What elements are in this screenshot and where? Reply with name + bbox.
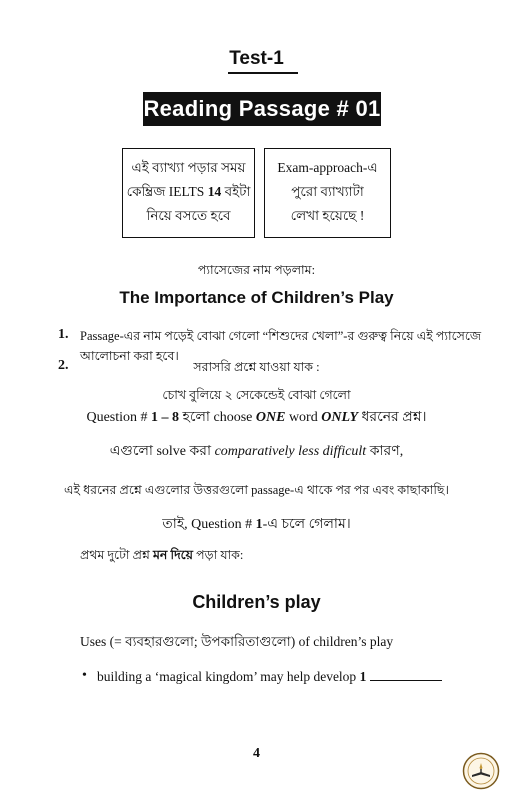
point-2-line-2: চোখ বুলিয়ে ২ সেকেন্ডেই বোঝা গেলো: [162, 388, 351, 402]
test-label-underline: [228, 72, 298, 74]
point-2-line-4: [0, 439, 513, 463]
page-number: 4: [253, 746, 260, 761]
q1-number: 1: [359, 669, 367, 684]
note-right-line-1: Exam-approach-এ: [277, 160, 378, 175]
test-label: Test-1: [229, 48, 284, 69]
focus-a: প্রথম দুটো প্রশ্ন: [80, 548, 153, 562]
publisher-logo-icon: [462, 752, 500, 790]
passage-title: The Importance of Children’s Play: [119, 288, 394, 307]
p2l3-d: ONE: [255, 410, 286, 425]
note-left-line-1: এই ব্যাখ্যা পড়ার সময়: [131, 160, 246, 175]
uses-line: Uses (= ব্যবহারগুলো; উপকারিতাগুলো) of children’s play: [80, 634, 394, 649]
p2l3-b: 1 – 8: [151, 410, 180, 425]
section-title: Children’s play: [192, 592, 321, 612]
note-right-line-3: লেখা হয়েছে !: [290, 208, 365, 223]
point-2-line-3: [0, 405, 513, 429]
point-1-text: Passage-এর নাম পড়েই বোঝা গেলো “শিশুদের খেলা”-র গুরুত্ব নিয়ে এই প্যাসেজে আলোচনা করা হবে।: [80, 329, 482, 363]
p2l4-a: এগুলো solve করা: [109, 444, 215, 459]
p2l3-g: ধরনের প্রশ্ন।: [358, 410, 427, 425]
focus-instruction: [80, 547, 243, 567]
note-left-line-2-c: বইটা: [221, 184, 251, 199]
point-2-line-5: এই ধরনের প্রশ্নে এগুলোর উত্তরগুলো passage-এ থাকে পর পর এবং কাছাকাছি।: [64, 483, 449, 497]
answer-blank: [370, 668, 442, 681]
note-left-line-2: [123, 180, 254, 204]
p2l3-c: হলো choose: [179, 410, 256, 425]
point-2-line-1: সরাসরি প্রশ্নে যাওয়া যাক :: [193, 360, 320, 374]
question-1-text: [97, 668, 442, 685]
p2l6-a: তাই, Question #: [162, 517, 256, 532]
p2l3-a: Question #: [86, 410, 152, 425]
passage-banner: Reading Passage # 01: [143, 92, 381, 126]
focus-b: মন দিয়ে: [152, 548, 194, 562]
q1-text-a: building a ‘magical kingdom’ may help develop: [97, 669, 360, 684]
note-left-line-2-a: কেম্ব্রিজ IELTS: [126, 184, 208, 199]
p2l3-f: ONLY: [321, 410, 359, 425]
p2l6-b: 1: [255, 517, 263, 532]
p2l3-e: word: [285, 410, 322, 425]
note-left-line-2-b: 14: [207, 184, 222, 199]
p2l6-c: -এ চলে গেলাম।: [262, 517, 351, 532]
note-box-right: [264, 148, 391, 238]
p2l4-c: কারণ,: [366, 444, 404, 459]
point-2-line-6: [0, 512, 513, 536]
note-left-line-3: নিয়ে বসতে হবে: [146, 208, 231, 223]
bullet-dot: •: [82, 668, 87, 683]
note-box-left: [122, 148, 255, 238]
note-right-line-2: পুরো ব্যাখ্যাটা: [291, 184, 364, 199]
p2l4-b: comparatively less difficult: [214, 444, 367, 459]
focus-c: পড়া যাক:: [193, 548, 244, 562]
point-2-number: 2.: [58, 358, 69, 373]
point-1-number: 1.: [58, 327, 69, 342]
passage-name-note: প্যাসেজের নাম পড়লাম:: [197, 263, 316, 277]
